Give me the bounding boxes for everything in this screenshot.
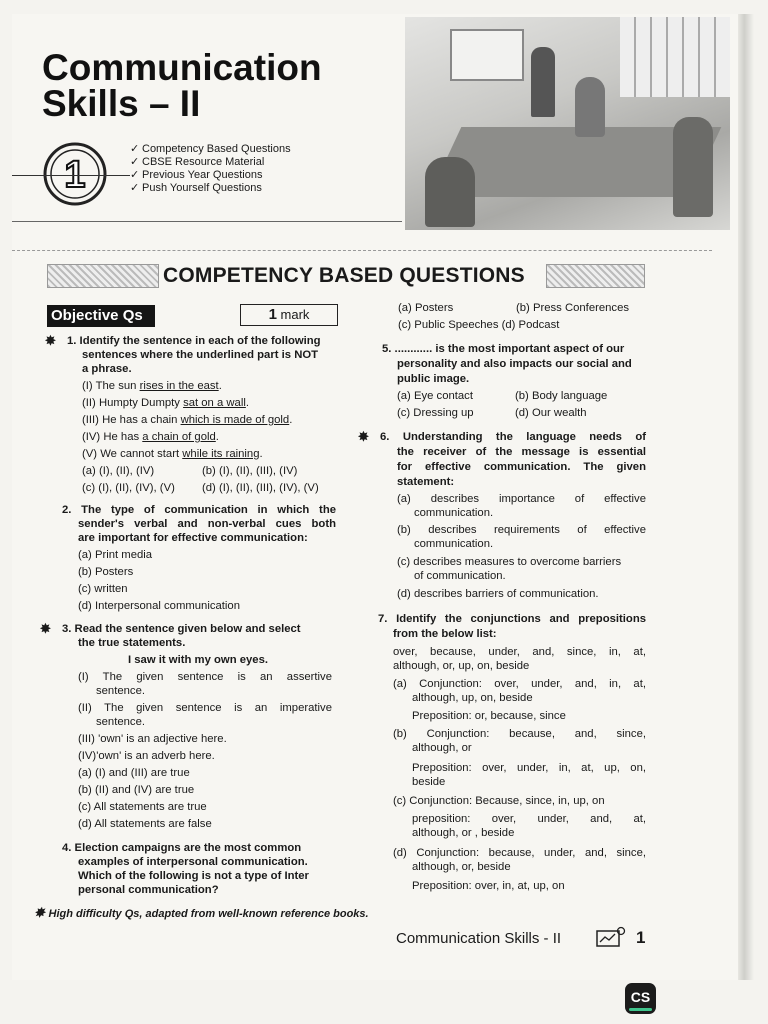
chapter-number-badge <box>37 141 113 207</box>
text-line: from the below list: <box>393 628 497 640</box>
text-line: beside <box>412 776 446 788</box>
text-line: ✸ 6. Understanding the language needs of <box>358 429 646 444</box>
text-line: (c) Public Speeches (d) Podcast <box>398 319 560 331</box>
text-line: are important for effective communication: <box>78 532 308 544</box>
text-line: (IV) He has a chain of gold. <box>82 431 219 443</box>
star-icon: ✸ <box>358 429 369 444</box>
check-icon: ✓ <box>130 169 140 181</box>
check-icon: ✓ <box>130 143 140 155</box>
text-line: (b) Conjunction: because, and, since, <box>393 728 646 740</box>
text-line: (I) The sun rises in the east. <box>82 380 222 392</box>
text-line: (d) Our wealth <box>515 407 587 419</box>
text-line: (b) Posters <box>78 566 134 578</box>
text-line: Preposition: over, under, in, at, up, on, <box>412 762 646 774</box>
chapter-number: 1 <box>64 154 86 196</box>
text-line: public image. <box>397 373 470 385</box>
text-line: (b) (II) and (IV) are true <box>78 784 195 796</box>
text-line: personality and also impacts our social and <box>397 358 632 370</box>
text-line: (d) describes barriers of communication. <box>397 588 599 600</box>
text-line: (d) All statements are false <box>78 818 212 830</box>
text-line: for effective communication. The given <box>397 461 646 473</box>
section-decoration-right <box>546 264 645 288</box>
header-bottom-rule <box>12 250 712 251</box>
text-line: (IV)'own' is an adverb here. <box>78 750 215 762</box>
chapter-title <box>42 47 322 124</box>
check-icon: ✓ <box>130 156 140 168</box>
presentation-icon <box>596 926 626 948</box>
section-title: COMPETENCY BASED QUESTIONS <box>163 264 525 287</box>
text-line: Preposition: over, in, at, up, on <box>412 880 565 892</box>
text-line: (II) Humpty Dumpty sat on a wall. <box>82 397 249 409</box>
page-number: 1 <box>636 928 646 947</box>
text-line: (III) 'own' is an adjective here. <box>78 733 227 745</box>
divider <box>12 175 130 176</box>
text-line: although, or, up, on, beside <box>393 660 530 672</box>
text-line: examples of interpersonal communication. <box>78 856 308 868</box>
checklist-item: ✓ Previous Year Questions <box>130 169 263 181</box>
text-line: (c) All statements are true <box>78 801 207 813</box>
text-line: communication. <box>414 538 494 550</box>
marks-box: 1 mark <box>240 304 338 326</box>
text-line: (I) The given sentence is an assertive <box>78 671 332 683</box>
cs-logo: CS <box>625 983 656 1014</box>
text-line: a phrase. <box>82 363 132 375</box>
footer-title: Communication Skills - II <box>396 930 562 947</box>
text-line: 2. The type of communication in which the <box>62 504 336 516</box>
text-line: sentences where the underlined part is NOT <box>82 349 319 361</box>
text-line: the receiver of the message is essential <box>397 446 646 458</box>
text-line: Which of the following is not a type of Inter <box>78 870 309 882</box>
classroom-photo <box>405 17 730 230</box>
text-line: (d) Interpersonal communication <box>78 600 240 612</box>
text-line: (III) He has a chain which is made of gold. <box>82 414 293 426</box>
text-line: preposition: over, under, and, at, <box>412 813 646 825</box>
section-decoration-left <box>47 264 159 288</box>
checklist-item: ✓ Push Yourself Questions <box>130 182 262 194</box>
text-line: (c) written <box>78 583 128 595</box>
text-line: 4. Election campaigns are the most common <box>62 842 302 854</box>
text-line: (a) Eye contact <box>397 390 473 402</box>
text-line: although, or, beside <box>412 861 511 873</box>
text-line: (b) Body language <box>515 390 608 402</box>
footnote: ✸ High difficulty Qs, adapted from well-known reference books. <box>34 905 369 920</box>
chapter-title-line1: Communication <box>42 47 322 88</box>
text-line: (b) describes requirements of effective <box>397 524 646 536</box>
text-line: sender's verbal and non-verbal cues both <box>78 518 336 530</box>
text-line: sentence. <box>96 685 145 697</box>
text-line: (a) (I), (II), (IV) <box>82 465 155 477</box>
text-line: over, because, under, and, since, in, at, <box>393 646 646 658</box>
text-line: (d) Conjunction: because, under, and, since, <box>393 847 646 859</box>
star-icon: ✸ <box>40 621 51 636</box>
header-divider <box>12 221 402 222</box>
feature-checklist <box>130 143 291 195</box>
objective-label: Objective Qs <box>47 305 155 327</box>
checklist-item: ✓ Competency Based Questions <box>130 143 291 155</box>
text-line: personal communication? <box>78 884 219 896</box>
text-line: Preposition: or, because, since <box>412 710 566 722</box>
text-line: ✸ 1. Identify the sentence in each of the following <box>45 333 321 348</box>
text-line: (c) Dressing up <box>397 407 474 419</box>
checklist-item: ✓ CBSE Resource Material <box>130 156 265 168</box>
text-line: 5. ............ is the most important aspect of our <box>382 343 625 355</box>
text-line: I saw it with my own eyes. <box>128 654 268 666</box>
text-line: statement: <box>397 476 455 488</box>
text-line: (b) (I), (II), (III), (IV) <box>202 465 298 477</box>
text-line: although, up, on, beside <box>412 692 533 704</box>
text-line: sentence. <box>96 716 145 728</box>
text-line: although, or <box>412 742 472 754</box>
text-line: of communication. <box>414 570 506 582</box>
text-line: 7. Identify the conjunctions and prepositions <box>378 613 646 625</box>
text-line: (b) Press Conferences <box>516 302 630 314</box>
text-line: (a) Posters <box>398 302 454 314</box>
page-edge <box>738 14 754 980</box>
text-line: (c) Conjunction: Because, since, in, up, on <box>393 795 605 807</box>
text-line: (V) We cannot start while its raining. <box>82 448 263 460</box>
text-line: the true statements. <box>78 637 186 649</box>
text-line: ✸ 3. Read the sentence given below and select <box>40 621 301 636</box>
text-line: (a) Conjunction: over, under, and, in, at, <box>393 678 646 690</box>
text-line: (a) (I) and (III) are true <box>78 767 190 779</box>
text-line: (c) (I), (II), (IV), (V) <box>82 482 175 494</box>
chapter-title-line2: Skills – II <box>42 83 201 124</box>
text-line: (c) describes measures to overcome barriers <box>397 556 622 568</box>
text-line: (a) Print media <box>78 549 153 561</box>
check-icon: ✓ <box>130 182 140 194</box>
text-line: communication. <box>414 507 494 519</box>
text-line: although, or , beside <box>412 827 515 839</box>
text-line: (a) describes importance of effective <box>397 493 646 505</box>
star-icon: ✸ <box>45 333 56 348</box>
text-line: (II) The given sentence is an imperative <box>78 702 332 714</box>
text-line: (d) (I), (II), (III), (IV), (V) <box>202 482 319 494</box>
star-icon: ✸ <box>34 905 49 920</box>
